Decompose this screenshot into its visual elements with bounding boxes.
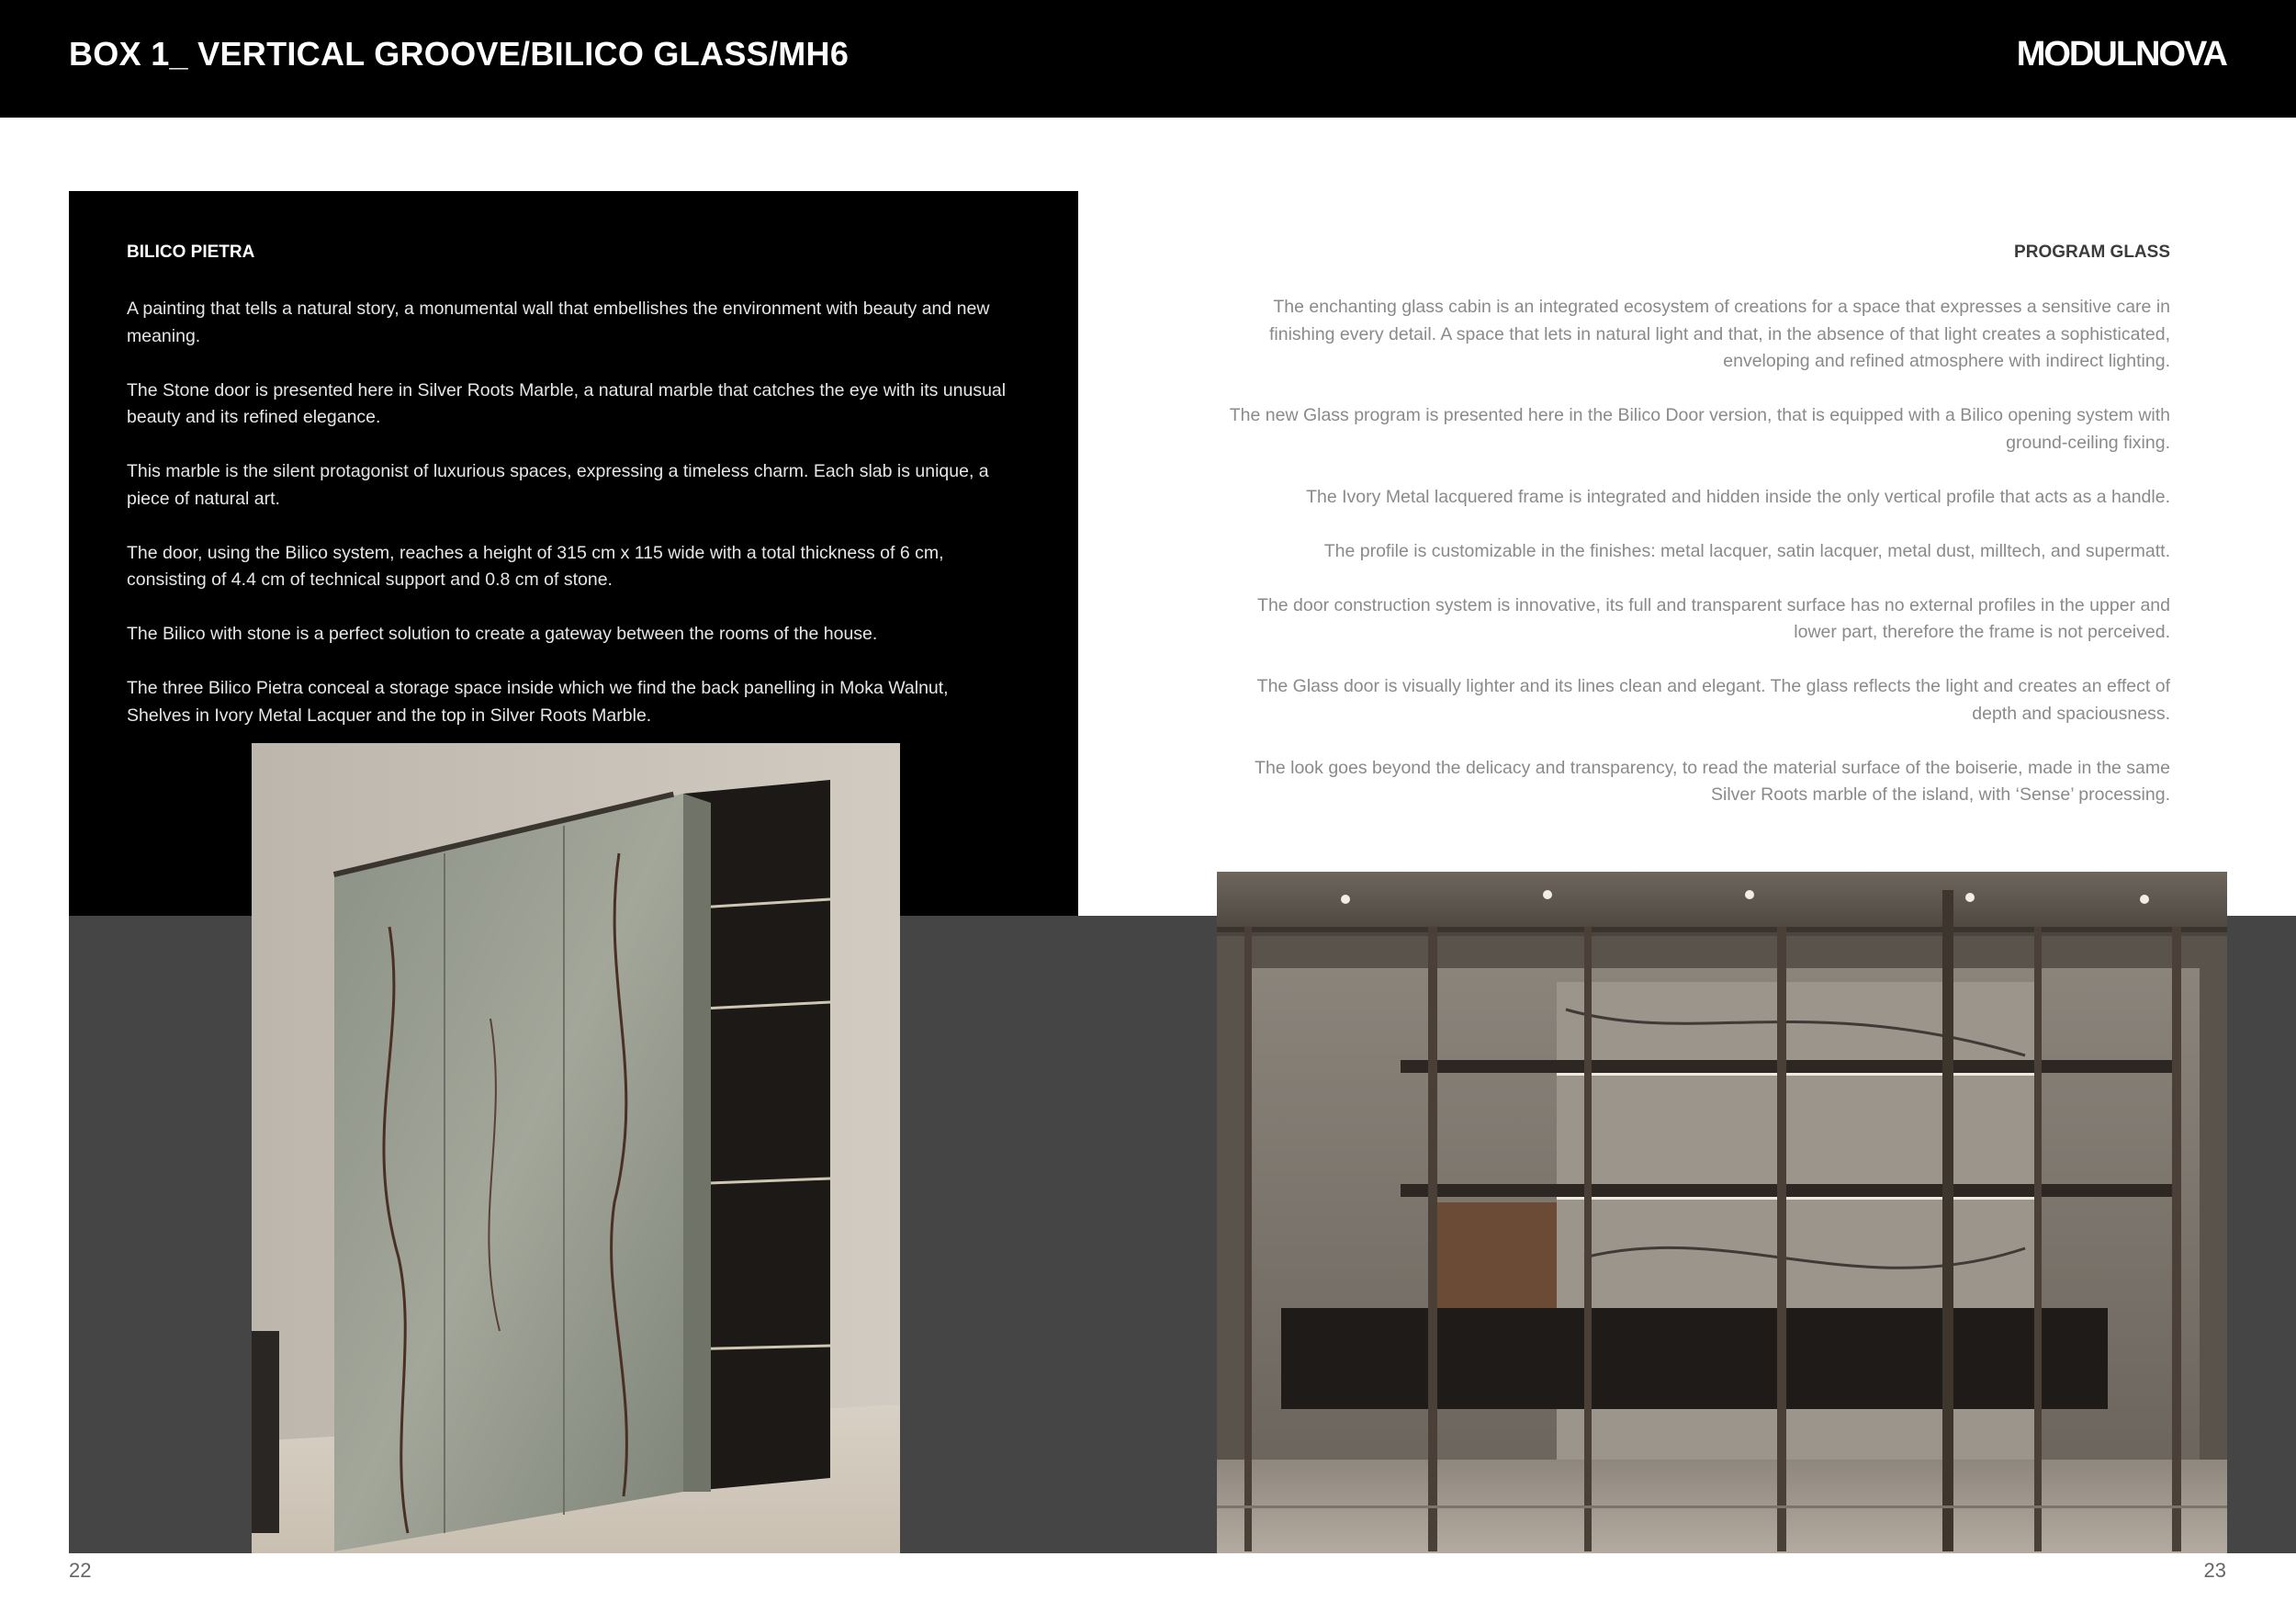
- photo-program-glass: [1217, 872, 2227, 1553]
- right-paragraph: The Glass door is visually lighter and its lines clean and elegant. The glass reflects the light and creates an effect of depth and spaciousness.: [1256, 676, 2170, 724]
- left-paragraph: The door, using the Bilico system, reaches a height of 315 cm x 115 wide with a total thickness of 6 cm, consisting of 4.4 cm of technical support and 0.8 cm of stone.: [127, 542, 944, 590]
- program-glass-illustration: [1217, 872, 2227, 1553]
- right-paragraph: The door construction system is innovative, its full and transparent surface has no external profiles in the upper and lower part, therefore the frame is not perceived.: [1257, 594, 2170, 642]
- brand-logo: MODULNOVA: [2016, 35, 2226, 73]
- header-title: BOX 1_ VERTICAL GROOVE/BILICO GLASS/MH6: [69, 35, 850, 73]
- left-paragraph: A painting that tells a natural story, a monumental wall that embellishes the environment with beauty and new meaning.: [127, 299, 990, 346]
- right-paragraph: The Ivory Metal lacquered frame is integrated and hidden inside the only vertical profile that acts as a handle.: [1306, 486, 2170, 507]
- left-paragraph: This marble is the silent protagonist of luxurious spaces, expressing a timeless charm. Each slab is unique, a piece of natural art.: [127, 461, 989, 509]
- bilico-pietra-illustration: [252, 743, 900, 1553]
- right-paragraph: The look goes beyond the delicacy and transparency, to read the material surface of the boiserie, made in the same Silver Roots marble of the island, with ‘Sense’ processing.: [1255, 757, 2170, 805]
- right-body: [1215, 294, 2170, 836]
- left-paragraph: The Stone door is presented here in Silver Roots Marble, a natural marble that catches the eye with its unusual beauty and its refined elegance.: [127, 379, 1007, 427]
- header-bar: [0, 0, 2296, 118]
- right-paragraph: The new Glass program is presented here in the Bilico Door version, that is equipped with a Bilico opening system with ground-ceiling fixing.: [1229, 405, 2170, 453]
- photo-bilico-pietra: [252, 743, 900, 1553]
- left-paragraph: The three Bilico Pietra conceal a storage space inside which we find the back panelling in Moka Walnut, Shelves in Ivory Metal Lacquer and the top in Silver Roots Marble.: [127, 678, 949, 726]
- right-paragraph: The profile is customizable in the finishes: metal lacquer, satin lacquer, metal dust, milltech, and supermatt.: [1323, 540, 2170, 561]
- left-heading: BILICO PIETRA: [127, 242, 255, 262]
- left-body: [127, 296, 1008, 757]
- right-paragraph: The enchanting glass cabin is an integrated ecosystem of creations for a space that expresses a sensitive care in finishing every detail. A space that lets in natural light and that, in the absence of that light creates a sophisticated, enveloping and refined atmosphere with indirect lighting.: [1268, 297, 2170, 371]
- left-paragraph: The Bilico with stone is a perfect solution to create a gateway between the rooms of the house.: [127, 624, 878, 644]
- page-number-right: 23: [2203, 1559, 2226, 1582]
- page-number-left: 22: [69, 1559, 92, 1582]
- right-heading: PROGRAM GLASS: [2014, 242, 2170, 262]
